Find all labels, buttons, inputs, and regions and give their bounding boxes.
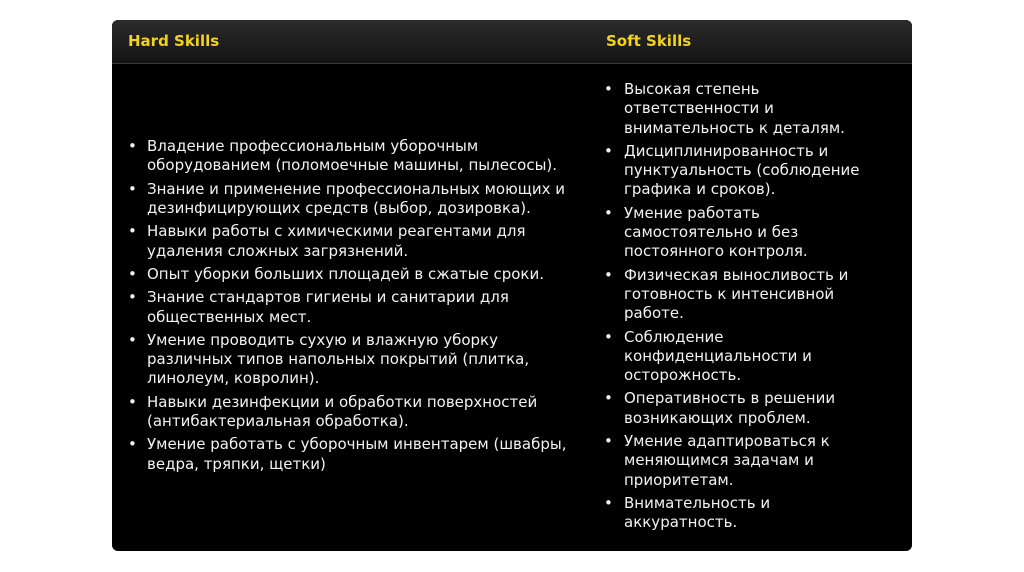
hard-skill-text: Опыт уборки больших площадей в сжатые сроки. <box>147 264 545 283</box>
bullet-icon: • <box>604 389 613 408</box>
hard-skills-heading: Hard Skills <box>128 32 220 50</box>
hard-skill-text: Умение проводить сухую и влажную уборку различных типов напольных покрытий (плитка, линолеум, ковролин). <box>147 330 530 388</box>
soft-skill-text: Высокая степень ответственности и внимательность к деталям. <box>624 80 845 137</box>
bullet-icon: • <box>128 179 137 198</box>
hard-skills-list <box>112 137 582 478</box>
list-item <box>590 266 912 324</box>
list-item <box>112 265 582 284</box>
bullet-icon: • <box>604 493 613 512</box>
soft-skill-text: Внимательность и аккуратность. <box>624 493 771 532</box>
list-item <box>590 80 912 138</box>
soft-skills-heading: Soft Skills <box>606 32 692 50</box>
bullet-icon: • <box>128 264 137 283</box>
list-item <box>590 142 912 200</box>
soft-skills-list <box>590 80 912 537</box>
list-item <box>112 288 582 327</box>
hard-skill-text: Навыки дезинфекции и обработки поверхностей (антибактериальная обработка). <box>147 392 538 430</box>
list-item <box>590 432 912 490</box>
list-item <box>112 222 582 261</box>
list-item <box>112 393 582 432</box>
list-item <box>112 331 582 389</box>
hard-skill-text: Знание стандартов гигиены и санитарии для общественных мест. <box>147 288 509 326</box>
bullet-icon: • <box>128 392 137 411</box>
hard-skills-column <box>112 64 582 551</box>
bullet-icon: • <box>604 265 613 284</box>
hard-skill-text: Владение профессиональным уборочным оборудованием (поломоечные машины, пылесосы). <box>147 137 558 175</box>
bullet-icon: • <box>128 137 137 156</box>
list-item <box>590 494 912 533</box>
soft-skill-text: Умение работать самостоятельно и без постоянного контроля. <box>624 203 808 261</box>
soft-skill-text: Соблюдение конфиденциальности и осторожность. <box>624 327 812 385</box>
list-item <box>112 435 582 474</box>
bullet-icon: • <box>128 330 137 349</box>
list-item <box>590 204 912 262</box>
list-item <box>590 389 912 428</box>
bullet-icon: • <box>604 432 613 451</box>
hard-skill-text: Знание и применение профессиональных моющих и дезинфицирующих средств (выбор, дозировка). <box>147 179 565 218</box>
hard-skill-text: Умение работать с уборочным инвентарем (швабры, ведра, тряпки, щетки) <box>147 435 567 473</box>
bullet-icon: • <box>128 222 137 241</box>
list-item <box>112 137 582 176</box>
soft-skill-text: Дисциплинированность и пунктуальность (соблюдение графика и сроков). <box>624 141 860 199</box>
soft-skill-text: Оперативность в решении возникающих проблем. <box>624 389 836 427</box>
list-item <box>590 328 912 386</box>
bullet-icon: • <box>604 203 613 222</box>
list-item <box>112 180 582 219</box>
skills-table <box>112 20 912 551</box>
soft-skills-column <box>590 64 912 551</box>
bullet-icon: • <box>604 141 613 160</box>
soft-skill-text: Физическая выносливость и готовность к интенсивной работе. <box>624 265 849 323</box>
soft-skill-text: Умение адаптироваться к меняющимся задачам и приоритетам. <box>624 432 830 489</box>
bullet-icon: • <box>128 435 137 454</box>
table-header <box>112 20 912 64</box>
bullet-icon: • <box>604 327 613 346</box>
bullet-icon: • <box>128 288 137 307</box>
bullet-icon: • <box>604 80 613 98</box>
hard-skill-text: Навыки работы с химическими реагентами для удаления сложных загрязнений. <box>147 222 526 260</box>
